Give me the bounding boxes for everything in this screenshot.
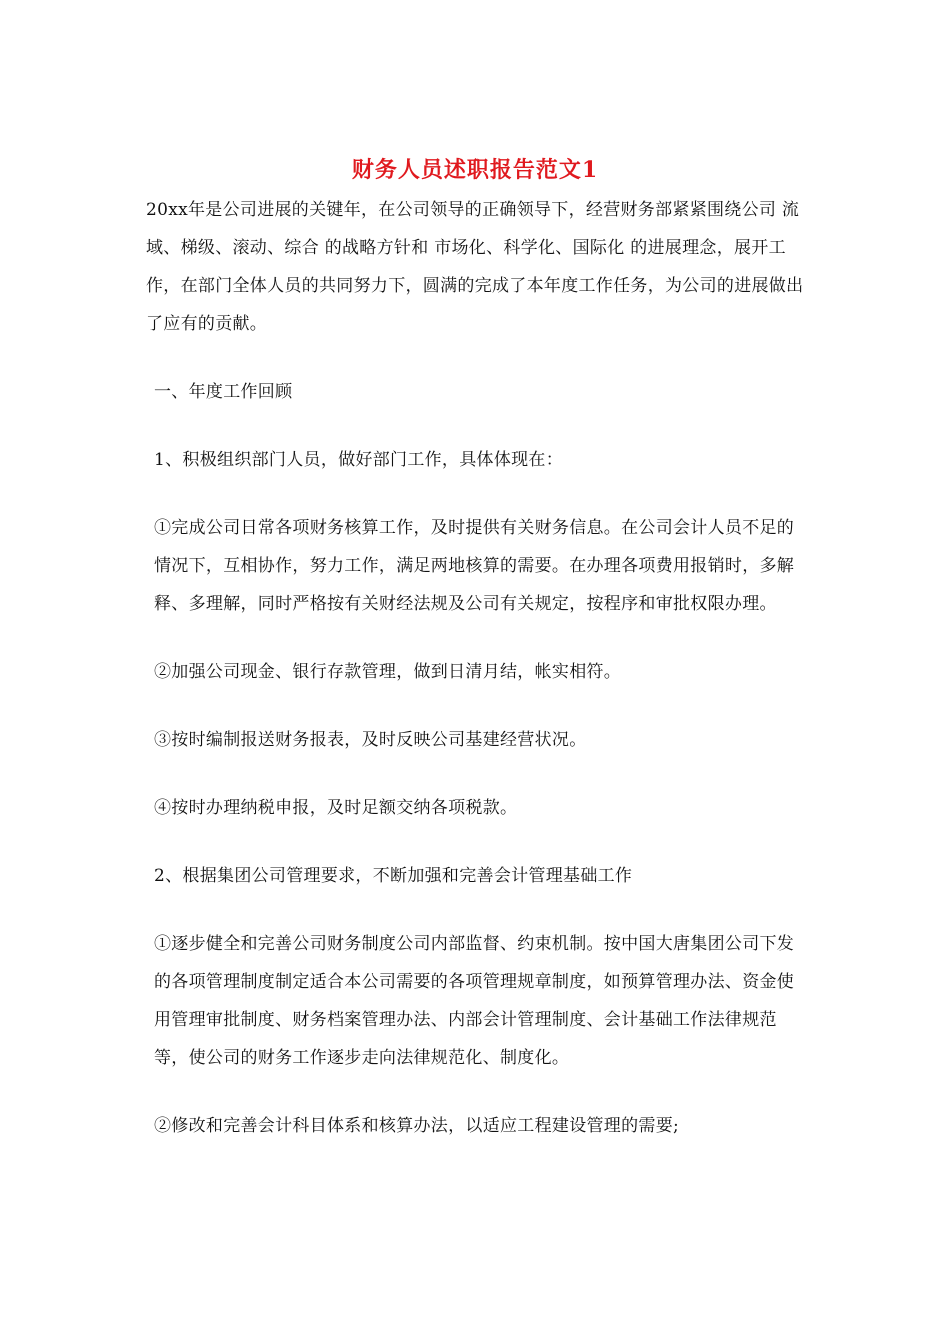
paragraph-gap (146, 343, 806, 373)
paragraph-gap (146, 623, 806, 653)
paragraph-gap (146, 411, 806, 441)
paragraph-gap (146, 691, 806, 721)
list-item: ②加强公司现金、银行存款管理，做到日清月结，帐实相符。 (154, 662, 622, 682)
paragraph-gap (146, 895, 806, 925)
subsection-heading: 1、积极组织部门人员，做好部门工作，具体体现在： (154, 450, 564, 470)
list-item: ①逐步健全和完善公司财务制度公司内部监督、约束机制。按中国大唐集团公司下发的各项管理制度制定适合本公司需要的各项管理规章制度，如预算管理办法、资金使用管理审批制度、财务档案管理办法、内部会计管理制度、会计基础工作法律规范等，使公司的财务工作逐步走向法律规范化、制度化。 (154, 934, 795, 1068)
document-body (146, 191, 806, 1145)
document-title: 财务人员述职报告范文1 (351, 157, 599, 183)
subsection-heading: 2、根据集团公司管理要求，不断加强和完善会计管理基础工作 (154, 866, 633, 886)
section-heading: 一、年度工作回顾 (154, 382, 293, 402)
list-item: ④按时办理纳税申报，及时足额交纳各项税款。 (154, 798, 518, 818)
paragraph-gap (146, 759, 806, 789)
paragraph-gap (146, 827, 806, 857)
list-item: ①完成公司日常各项财务核算工作，及时提供有关财务信息。在公司会计人员不足的情况下，互相协作，努力工作，满足两地核算的需要。在办理各项费用报销时，多解释、多理解，同时严格按有关财经法规及公司有关规定，按程序和审批权限办理。 (154, 518, 795, 614)
paragraph-gap (146, 479, 806, 509)
intro-paragraph: 20xx年是公司进展的关键年，在公司领导的正确领导下，经营财务部紧紧围绕公司 流域、梯级、滚动、综合 的战略方针和 市场化、科学化、国际化 的进展理念，展开工作，在部门全体人员的共同努力下，圆满的完成了本年度工作任务，为公司的进展做出了应有的贡献。 (146, 200, 804, 334)
paragraph-gap (146, 1077, 806, 1107)
list-item: ③按时编制报送财务报表，及时反映公司基建经营状况。 (154, 730, 587, 750)
list-item: ②修改和完善会计科目体系和核算办法，以适应工程建设管理的需要; (154, 1116, 680, 1136)
